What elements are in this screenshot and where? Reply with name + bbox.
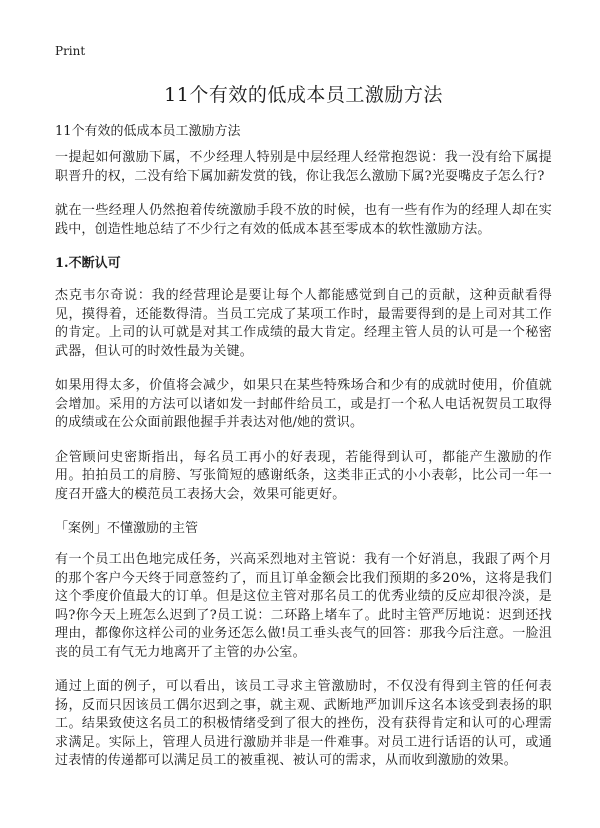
section-paragraph: 杰克韦尔奇说：我的经营理论是要让每个人都能感觉到自己的贡献，这种贡献看得见，摸得着，还能数得清。当员工完成了某项工作时，最需要得到的是上司对其工作的肯定。上司的认可就是对其工作成绩的最大肯定。经理主管人员的认可是一个秘密武器，但认可的时效性最为关键。 bbox=[55, 288, 552, 359]
section-paragraph: 企管顾问史密斯指出，每名员工再小的好表现，若能得到认可，都能产生激励的作用。拍拍员工的肩膀、写张简短的感谢纸条，这类非正式的小小表彰，比公司一年一度召开盛大的模范员工表扬大会，效果可能更好。 bbox=[55, 449, 552, 502]
page-title: 11个有效的低成本员工激励方法 bbox=[164, 84, 443, 106]
intro-paragraph-1: 一提起如何激励下属，不少经理人特别是中层经理人经常抱怨说：我一没有给下属提职晋升的权，二没有给下属加薪发赏的钱，你让我怎么激励下属?光耍嘴皮子怎么行? bbox=[55, 150, 552, 184]
article-subtitle: 11个有效的低成本员工激励方法 bbox=[55, 124, 241, 139]
section-paragraph: 如果用得太多，价值将会减少，如果只在某些特殊场合和少有的成就时使用，价值就会增加。采用的方法可以诸如发一封邮件给员工，或是打一个私人电话祝贺员工取得的成绩或在公众面前跟他握手并表达对他/她的赏识。 bbox=[55, 378, 552, 430]
print-link[interactable]: Print bbox=[55, 44, 86, 58]
case-paragraph: 通过上面的例子，可以看出，该员工寻求主管激励时，不仅没有得到主管的任何表扬，反而只因该员工偶尔迟到之事，就主观、武断地严加训斥这名本该受到表扬的职工。结果致使这名员工的积极情绪受到了很大的挫伤，没有获得肯定和认可的心理需求满足。实际上，管理人员进行激励并非是一件难事。对员工进行话语的认可，或通过表情的传递都可以满足员工的被重视、被认可的需求，从而收到激励的效果。 bbox=[55, 679, 552, 768]
case-heading: 「案例」不懂激励的主管 bbox=[55, 521, 199, 536]
intro-paragraph-2: 就在一些经理人仍然抱着传统激励手段不放的时候，也有一些有作为的经理人却在实践中，创造性地总结了不少行之有效的低成本甚至零成本的软性激励方法。 bbox=[55, 203, 552, 237]
section-heading: 1.不断认可 bbox=[55, 256, 121, 271]
case-paragraph: 有一个员工出色地完成任务，兴高采烈地对主管说：我有一个好消息，我跟了两个月的那个客户今天终于同意签约了，而且订单金额会比我们预期的多20%，这将是我们这个季度价值最大的订单。但是这位主管对那名员工的优秀业绩的反应却很冷淡，是吗?你今天上班怎么迟到了?员工说：二环路上堵车了。此时主管严厉地说：迟到还找理由，都像你这样公司的业务还怎么做!员工垂头丧气的回答：那我今后注意。一脸沮丧的员工有气无力地离开了主管的办公室。 bbox=[55, 552, 552, 660]
article-body bbox=[55, 149, 552, 787]
